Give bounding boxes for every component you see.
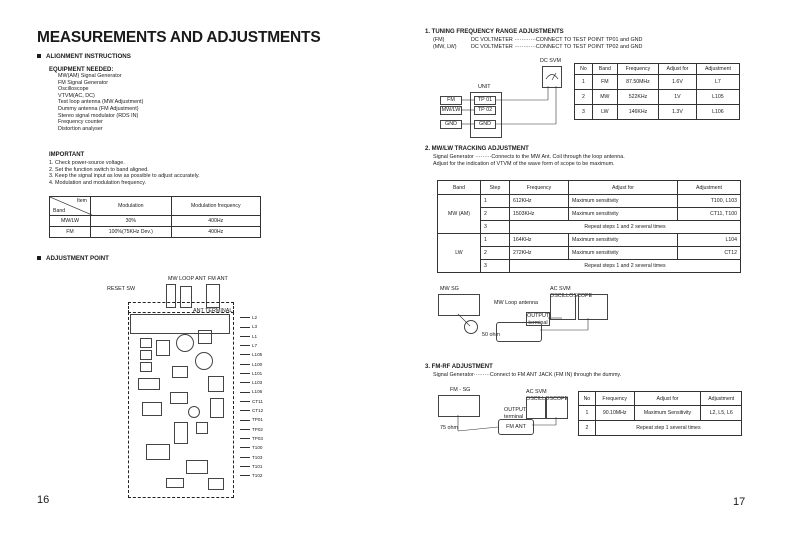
instruction-text: Adjust for the indication of VTVM of the wave form of scope to be maximum. <box>433 160 615 167</box>
leader-line <box>240 447 250 448</box>
mw-sg-label: MW SG <box>440 286 459 292</box>
section-3-line: Signal Generator·········Connect to FM ANT JACK (FM IN) through the dummy. <box>433 372 622 378</box>
column-header: Modulation <box>91 197 172 216</box>
side-label: L103 <box>252 380 263 386</box>
leader-line <box>240 354 250 355</box>
column-header: No <box>575 64 593 75</box>
band-label: (FM) <box>433 37 445 43</box>
column-header: Modulation frequency <box>171 197 260 216</box>
wiring-lines <box>438 286 608 344</box>
table-row <box>438 247 741 260</box>
component <box>208 376 224 392</box>
table-row <box>575 90 740 105</box>
section-3-diagram <box>438 387 568 439</box>
test-point-gnd: GND <box>474 120 496 129</box>
list-item: Dummy antenna (FM Adjustment) <box>58 105 139 112</box>
side-label-row <box>240 464 262 469</box>
table-row <box>438 234 741 247</box>
page-number-left: 16 <box>37 494 50 506</box>
side-label-row <box>240 315 257 320</box>
table-cell: FM <box>50 227 91 238</box>
side-label-row <box>240 445 262 450</box>
table-cell: 1.6V <box>659 75 697 90</box>
table-cell: 400Hz <box>171 216 260 227</box>
ohm-label: 50 ohm <box>482 332 500 338</box>
leader-line <box>240 410 250 411</box>
list-item: Test loop antenna (MW Adjustment) <box>58 99 144 106</box>
component <box>170 392 188 404</box>
important-heading: IMPORTANT <box>49 152 85 158</box>
merged-cell: Repeat step 1 several times <box>595 421 741 436</box>
table-cell: 3 <box>575 105 593 120</box>
fm-rf-table <box>578 391 742 436</box>
step-cell: 3 <box>481 260 510 273</box>
side-label: TP01 <box>252 417 263 423</box>
mw-lw-input: MW/LW <box>441 107 461 113</box>
adjustment-cell: T100, L103 <box>678 195 741 208</box>
component <box>208 478 224 490</box>
adjustment-cell: CT11, T100 <box>678 208 741 221</box>
terminal-block <box>130 314 230 334</box>
step-cell: 1 <box>481 234 510 247</box>
component <box>140 350 152 360</box>
list-item: Stereo signal modulator (RDS IN) <box>58 112 139 119</box>
column-header: Band <box>438 181 481 195</box>
loop-antenna-label: MW Loop antenna <box>494 300 539 306</box>
section-2-diagram <box>438 286 608 344</box>
gnd-input: GND <box>440 120 462 129</box>
wiring-lines <box>438 387 568 439</box>
column-header: Adjust for <box>569 181 678 195</box>
side-label-row <box>240 436 263 441</box>
side-label: TP03 <box>252 435 263 441</box>
component <box>140 338 152 348</box>
bullet-square-icon <box>37 256 41 260</box>
list-item: Frequency counter <box>58 119 103 126</box>
side-label-row <box>240 389 262 394</box>
side-label: L106 <box>252 389 263 395</box>
leader-line <box>240 466 250 467</box>
adjustment-cell: CT12 <box>678 247 741 260</box>
table-cell: 1 <box>579 406 596 421</box>
leader-line <box>240 392 250 393</box>
table-row <box>438 260 741 273</box>
equipment-heading: EQUIPMENT NEEDED: <box>49 67 114 73</box>
side-label: L105 <box>252 352 263 358</box>
leader-line <box>240 429 250 430</box>
list-item: Oscilloscope <box>58 86 89 93</box>
modulation-table <box>49 196 261 238</box>
side-label: T102 <box>252 473 263 479</box>
table-cell: 400Hz <box>171 227 260 238</box>
component <box>174 422 188 444</box>
side-label-row <box>240 455 262 460</box>
tuning-range-table <box>574 63 740 120</box>
side-label-row <box>240 399 263 404</box>
section-2-heading: 2. MW/LW TRACKING ADJUSTMENT <box>425 146 529 152</box>
table-cell: 2 <box>579 421 596 436</box>
component <box>156 340 170 356</box>
table-cell: L105 <box>696 90 739 105</box>
step-cell: 2 <box>481 247 510 260</box>
table-cell: LW <box>592 105 617 120</box>
table-cell: 1V <box>659 90 697 105</box>
side-label: L2 <box>252 315 258 320</box>
table-cell: 522KHz <box>617 90 658 105</box>
test-point-tp02: TP 02 <box>474 106 496 115</box>
table-row <box>438 221 741 234</box>
table-cell: L2, L5, L6 <box>701 406 742 421</box>
leader-line <box>240 420 250 421</box>
component <box>166 478 184 488</box>
list-item: FM Signal Generator <box>58 79 109 86</box>
wiring-lines <box>440 58 570 136</box>
output-terminal: OUTPUT terminal <box>527 313 550 326</box>
table-row <box>438 208 741 221</box>
section-1-diagram <box>440 58 570 136</box>
ic-chip <box>146 444 170 460</box>
table-cell: L106 <box>696 105 739 120</box>
column-header: Adjust for <box>659 64 697 75</box>
fm-ant-label: FM ANT <box>208 276 228 282</box>
side-label-row <box>240 473 262 478</box>
column-header: Frequency <box>595 392 634 406</box>
instruction-text: DC VOLTMETER ············CONNECT TO TEST POINT TP01 and GND <box>471 37 643 43</box>
section-1-heading: 1. TUNING FREQUENCY RANGE ADJUSTMENTS <box>425 29 564 35</box>
column-header: Adjustment <box>701 392 742 406</box>
component <box>198 330 212 344</box>
side-label: L1 <box>252 333 258 339</box>
list-item: 4. Modulation and modulation frequency. <box>49 179 146 186</box>
side-label: L100 <box>252 361 263 367</box>
adjustment-cell: L104 <box>678 234 741 247</box>
reset-sw-label: RESET SW <box>107 286 136 292</box>
table-row <box>575 75 740 90</box>
component <box>196 422 208 434</box>
fm-input: FM <box>440 96 462 105</box>
step-cell: 1 <box>481 195 510 208</box>
list-item: 3. Keep the signal input as low as possible to adjust accurately. <box>49 173 200 180</box>
component <box>140 362 152 372</box>
table-cell: MW/LW <box>50 216 91 227</box>
component <box>172 366 188 378</box>
table-header-row <box>438 181 741 195</box>
leader-line <box>240 457 250 458</box>
equipment-list <box>58 73 143 132</box>
adjustment-point-diagram <box>100 272 325 502</box>
leader-line <box>240 401 250 402</box>
side-label: T100 <box>252 445 263 451</box>
component <box>142 402 162 416</box>
component <box>188 406 200 418</box>
table-cell: FM <box>592 75 617 90</box>
table-row <box>50 216 261 227</box>
band-cell: MW (AM) <box>438 195 481 234</box>
coil-component <box>176 334 194 352</box>
frequency-cell: 1503KHz <box>510 208 569 221</box>
list-item: VTVM(AC, DC) <box>58 92 95 99</box>
unit-label: UNIT <box>478 84 491 90</box>
tracking-table <box>437 180 741 273</box>
table-cell: 30% <box>91 216 172 227</box>
side-label-row <box>240 362 262 367</box>
side-label-row <box>240 343 257 348</box>
leader-line <box>240 475 250 476</box>
side-label-row <box>240 352 262 357</box>
vtvm-label: AC SVM OSCILLOSCOPE <box>550 286 593 299</box>
column-header: Adjustment <box>678 181 741 195</box>
frequency-cell: 272KHz <box>510 247 569 260</box>
vtvm-label: AC SVM OSCILLOSCOPE <box>526 389 569 402</box>
table-header-row <box>575 64 740 75</box>
table-cell: 87.50MHz <box>617 75 658 90</box>
merged-cell: Repeat steps 1 and 2 several times <box>510 221 741 234</box>
side-label: CT12 <box>252 408 264 413</box>
column-header: Adjustment <box>696 64 739 75</box>
corner-item-label: Item <box>76 198 87 204</box>
side-label-row <box>240 334 257 339</box>
table-cell: Maximum Sensitivity <box>634 406 701 421</box>
table-row <box>579 406 742 421</box>
test-point-tp01: TP 01 <box>474 96 496 105</box>
list-item: 2. Set the function switch to band aligned. <box>49 166 149 173</box>
page-number-right: 17 <box>733 496 746 508</box>
table-cell: 100%(75KHz Dev.) <box>91 227 172 238</box>
side-label: CT11 <box>252 398 263 404</box>
side-label: TP02 <box>252 426 263 432</box>
column-header: Step <box>481 181 510 195</box>
leader-line <box>240 382 250 383</box>
table-cell: 1.3V <box>659 105 697 120</box>
leader-line <box>240 364 250 365</box>
section-2-lines <box>433 154 625 167</box>
corner-band-label: Band <box>53 208 66 214</box>
adjust-for-cell: Maximum sensitivity <box>569 234 678 247</box>
list-item: Distortion analyser <box>58 125 103 132</box>
side-label: T101 <box>252 463 263 469</box>
adjust-for-cell: Maximum sensitivity <box>569 195 678 208</box>
table-cell: 1 <box>575 75 593 90</box>
ant-terminal-label: ANT TERMINAL <box>193 308 233 314</box>
table-header-row <box>579 392 742 406</box>
mw-loop-ant-label: MW LOOP ANT <box>168 276 206 282</box>
output-terminal-label: OUTPUT terminal <box>504 407 527 420</box>
side-label: T103 <box>252 454 263 460</box>
section-1-lines <box>433 37 642 50</box>
leader-line <box>240 373 250 374</box>
bullet-square-icon <box>37 54 41 58</box>
table-cell: 146KHz <box>617 105 658 120</box>
side-label-row <box>240 371 262 376</box>
component <box>210 398 224 418</box>
side-label: L101 <box>252 370 263 376</box>
list-item: 1. Check power-source voltage. <box>49 160 125 166</box>
table-row <box>50 227 261 238</box>
frequency-cell: 164KHz <box>510 234 569 247</box>
ic-chip <box>186 460 208 474</box>
table-row <box>579 421 742 436</box>
important-list <box>49 160 200 186</box>
leader-line <box>240 336 250 337</box>
column-header: Frequency <box>617 64 658 75</box>
adjustment-point-heading: ADJUSTMENT POINT <box>37 255 109 262</box>
leader-line <box>240 438 250 439</box>
side-label-row <box>240 324 257 329</box>
band-label: (MW, LW) <box>433 43 457 50</box>
merged-cell: Repeat steps 1 and 2 several times <box>510 260 741 273</box>
frequency-cell: 612KHz <box>510 195 569 208</box>
column-header: Adjust for <box>634 392 701 406</box>
fm-sg-label: FM - SG <box>450 387 471 393</box>
column-header: Band <box>592 64 617 75</box>
table-cell: MW <box>592 90 617 105</box>
instruction-text: DC VOLTMETER ············CONNECT TO TEST POINT TP02 and GND <box>471 43 643 50</box>
band-cell: LW <box>438 234 481 273</box>
ohm-label: 75 ohm <box>440 425 458 431</box>
side-label-row <box>240 408 263 413</box>
list-item: MW(AM) Signal Generator <box>58 73 122 79</box>
table-row <box>438 195 741 208</box>
side-label: L3 <box>252 324 258 330</box>
column-header: Frequency <box>510 181 569 195</box>
table-cell: 2 <box>575 90 593 105</box>
leader-line <box>240 345 250 346</box>
step-cell: 2 <box>481 208 510 221</box>
page-title: MEASUREMENTS AND ADJUSTMENTS <box>37 29 321 46</box>
leader-line <box>240 317 250 318</box>
table-cell: 90.10MHz <box>595 406 634 421</box>
alignment-heading: ALIGNMENT INSTRUCTIONS <box>37 53 131 60</box>
leader-line <box>240 327 250 328</box>
dc-svm-label: DC SVM <box>540 58 561 64</box>
side-label: L7 <box>252 342 258 348</box>
adjust-for-cell: Maximum sensitivity <box>569 208 678 221</box>
step-cell: 3 <box>481 221 510 234</box>
fm-ant-jack: FM ANT <box>498 419 534 435</box>
side-label-row <box>240 380 262 385</box>
adjust-for-cell: Maximum sensitivity <box>569 247 678 260</box>
instruction-text: Signal Generator ·········Connects to the MW Ant. Coil through the loop antenna. <box>433 154 625 160</box>
table-corner-cell <box>50 197 91 216</box>
side-label-row <box>240 417 263 422</box>
table-row <box>575 105 740 120</box>
table-cell: L7 <box>696 75 739 90</box>
component <box>138 378 160 390</box>
column-header: No <box>579 392 596 406</box>
side-label-row <box>240 427 263 432</box>
coil-component <box>195 352 213 370</box>
section-3-heading: 3. FM-RF ADJUSTMENT <box>425 364 493 370</box>
